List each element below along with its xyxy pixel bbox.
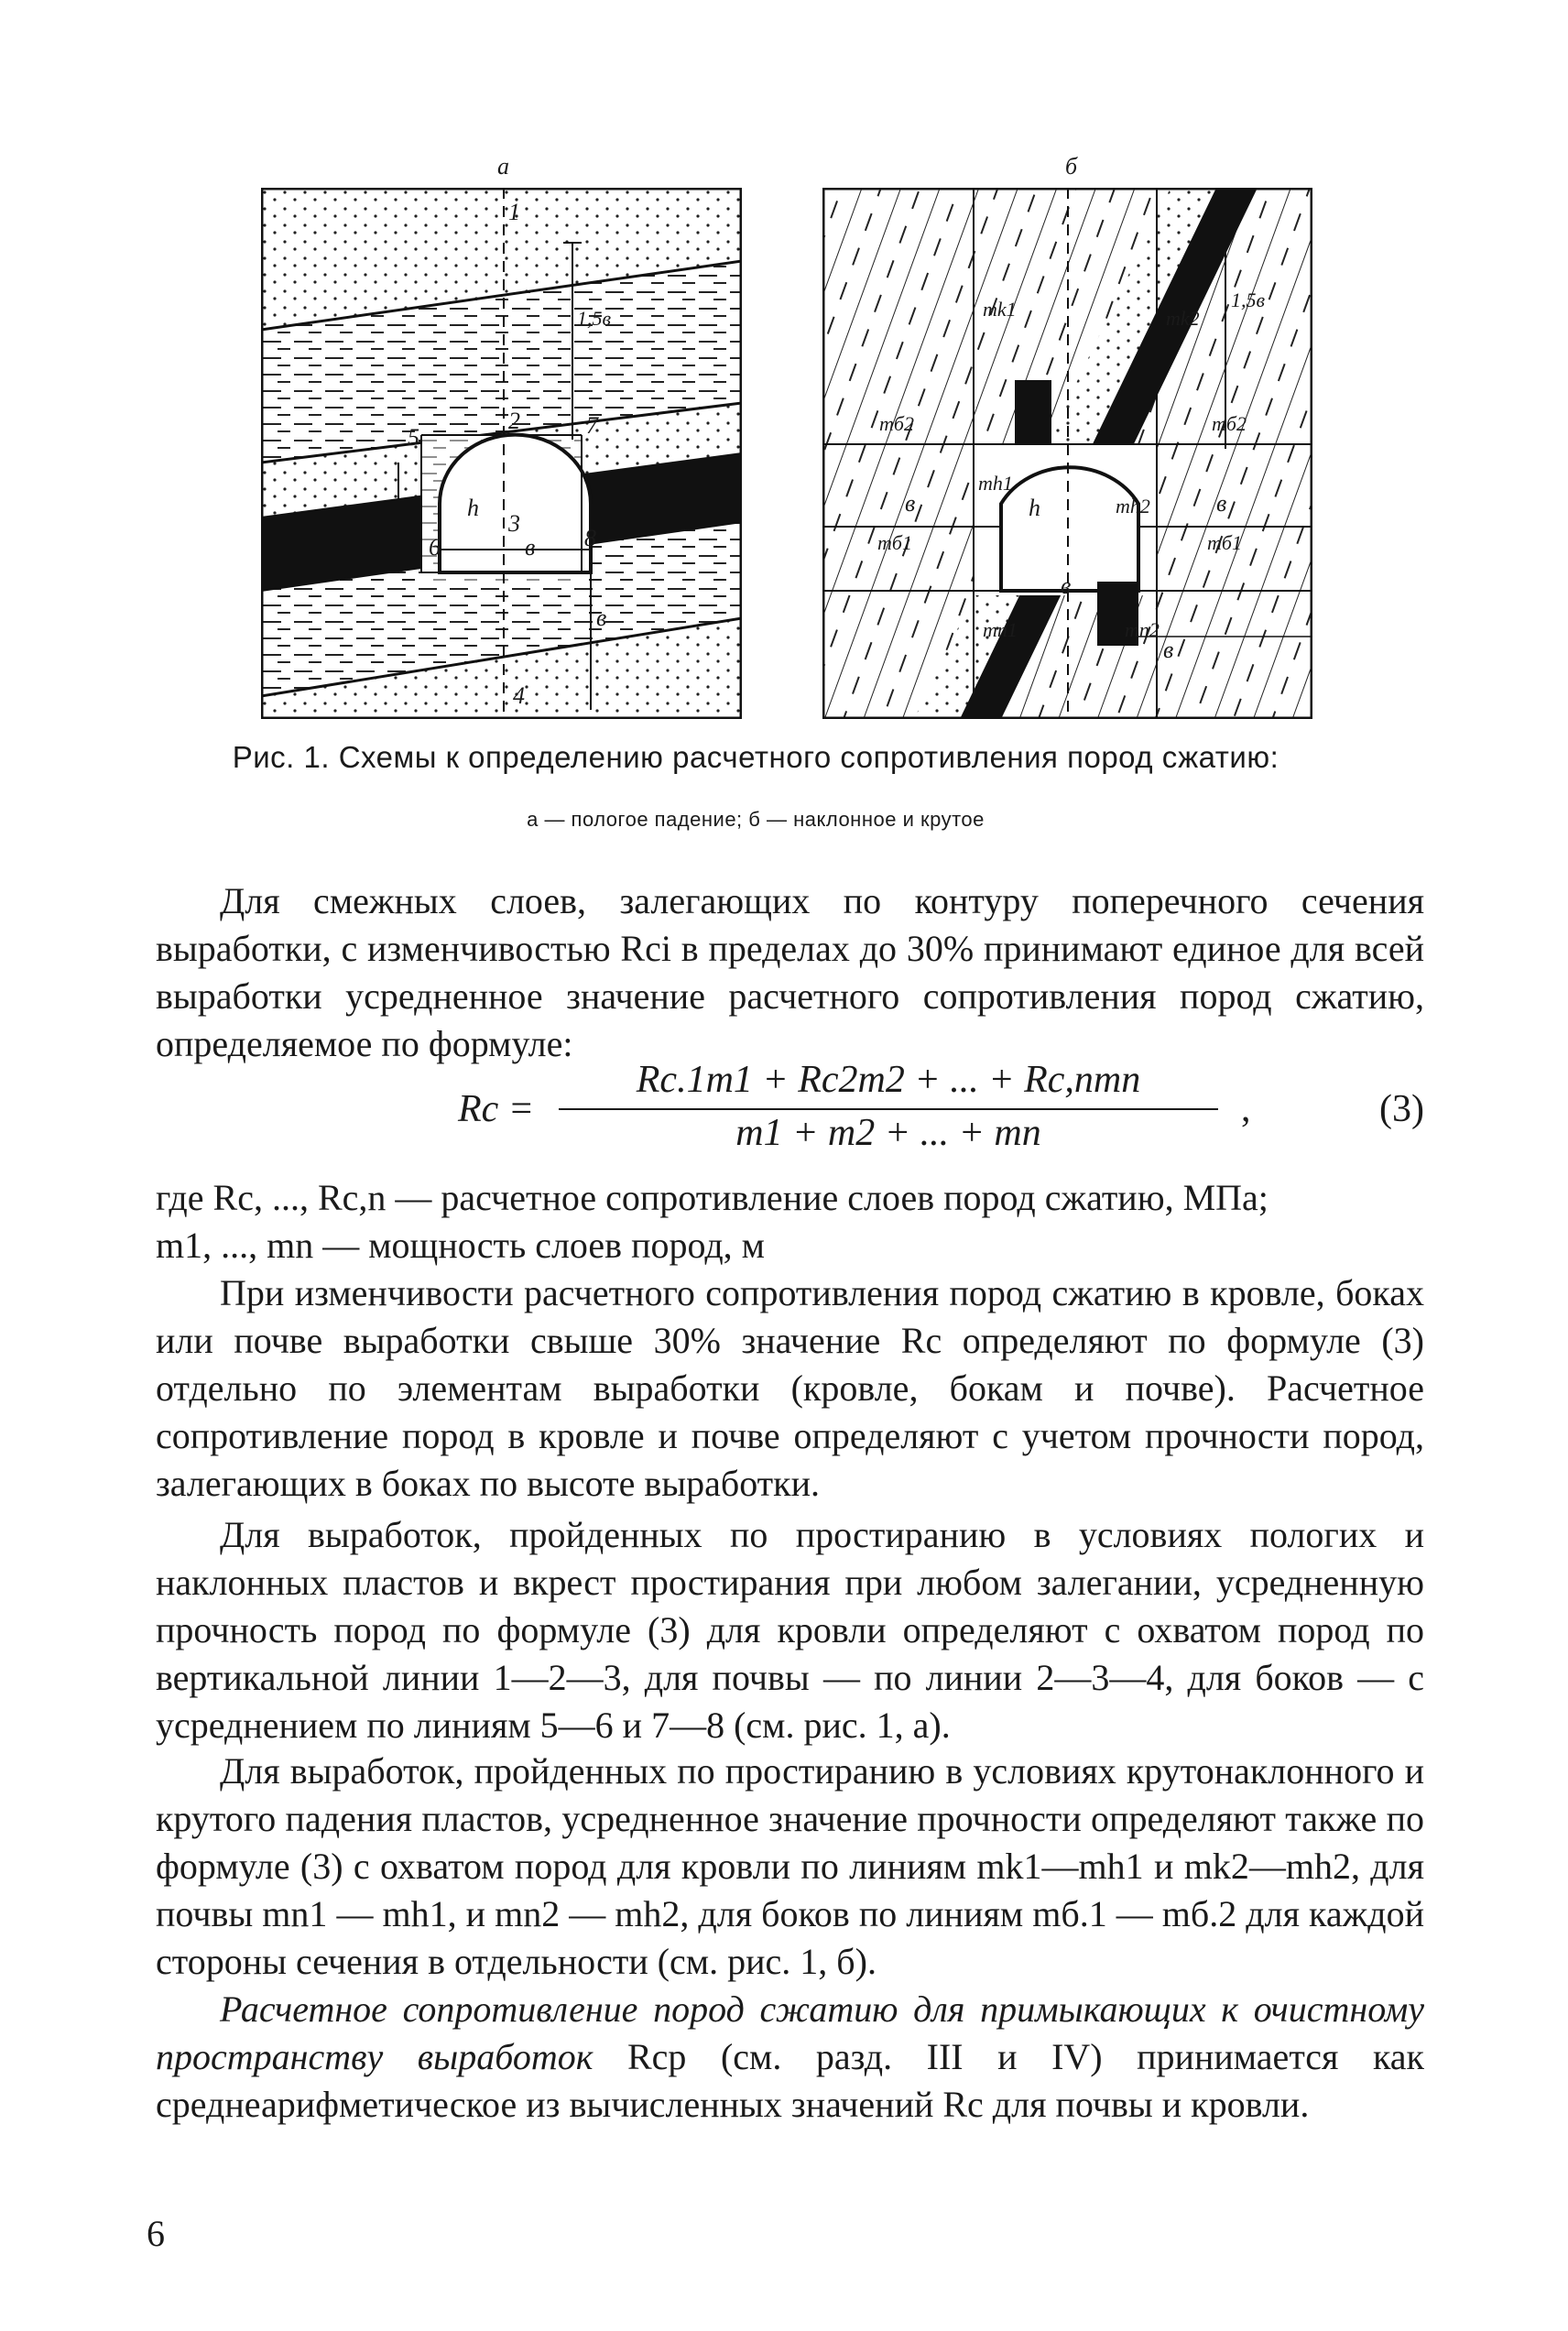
figure-subcaption: а — пологое падение; б — наклонное и крутое: [527, 808, 985, 831]
label-b-mk1: mk1: [983, 298, 1017, 321]
paragraph-1: Для смежных слоев, залегающих по контуру поперечного сечения выработки, с изменчивостью Rci в пределах до 30% принимают единое для всей выработки усредненное значение расчетного сопротивления пород сжатию, определяемое по формуле:: [156, 880, 1424, 1064]
paragraph-5-rest: Rср (см. разд. III и IV) принимается как среднеарифметическое из вычисленных значений Rc для почвы и кровли.: [156, 2036, 1424, 2125]
figure-panel-b: [822, 153, 1312, 719]
label-a-5: 5: [408, 424, 419, 451]
paragraph-2: При изменчивости расчетного сопротивления пород сжатию в кровле, боках или почве выработки свыше 30% значение Rc определяют по формуле (3) отдельно по элементам выработки (кровле, бокам и почве). Расчетное сопротивление пород в кровле и почве определяют с учетом прочности пород, залегающих в боках по высоте выработки.: [156, 1272, 1424, 1504]
paragraph-3: Для выработок, пройденных по простиранию в условиях пологих и наклонных пластов и вкрест простирания при любом залегании, усредненную прочность пород по формуле (3) для кровли определяют с охватом пород по вертикальной линии 1—2—3, для почвы — по линии 2—3—4, для боков — с усреднением по линиям 5—6 и 7—8 (см. рис. 1, а).: [156, 1514, 1424, 1746]
paragraph-4-block: [156, 1748, 1424, 1986]
where-line-1: где Rc, ..., Rc,n — расчетное сопротивление слоев пород сжатию, МПа;: [156, 1177, 1269, 1218]
label-b-mb1-left: mб1: [877, 531, 912, 554]
label-b-mh1: mh1: [978, 472, 1013, 495]
label-a-6: 6: [429, 534, 441, 561]
label-b-mn2: mn2: [1125, 618, 1160, 641]
paragraph-4: Для выработок, пройденных по простиранию в условиях крутонаклонного и крутого падения пластов, усредненное значение прочности определяют также по формуле (3) с охватом пород для кровли по линиям mk1—mh1 и mk2—mh2, для почвы mn1 — mh1, и mn2 — mh2, для боков по линиям mб.1 — mб.2 для каждой стороны сечения в отдельности (см. рис. 1, б).: [156, 1750, 1424, 1982]
where-block: [156, 1174, 1424, 1269]
label-b-mb2-left: mб2: [879, 412, 914, 435]
panel-b-drawing: [822, 188, 1312, 719]
formula-lhs: Rc =: [458, 1088, 535, 1130]
paragraph-1-block: [156, 877, 1424, 1068]
paragraph-5: [156, 1986, 1424, 2129]
label-b-mh2: mh2: [1116, 495, 1150, 517]
formula-number: (3): [1379, 1088, 1424, 1130]
formula-3: [156, 1058, 1424, 1159]
label-b-b-low: в: [1163, 637, 1174, 663]
where-line-2: m1, ..., mn — мощность слоев пород, м: [156, 1225, 765, 1266]
formula-denominator: m1 + m2 + ... + mn: [735, 1112, 1041, 1154]
figure-panel-a: [261, 153, 742, 719]
page-number: 6: [147, 2213, 165, 2254]
label-b-mn1: mn1: [983, 618, 1018, 641]
figure-caption: Рис. 1. Схемы к определению расчетного сопротивления пород сжатию:: [232, 740, 1279, 774]
formula-comma: ,: [1241, 1088, 1251, 1130]
label-a-1: 1: [508, 199, 520, 225]
label-b-mk2: mk2: [1166, 307, 1200, 330]
label-b-mb2-right: mб2: [1212, 412, 1247, 435]
label-b-b15: 1,5в: [1231, 289, 1266, 311]
label-a-b-low: в: [596, 605, 607, 631]
label-b-h: h: [1029, 495, 1040, 521]
panel-a-drawing: [261, 188, 742, 719]
panel-b-letter: б: [1065, 153, 1078, 180]
label-a-8: 8: [584, 525, 596, 551]
label-b-mb1-right: mб1: [1207, 531, 1242, 554]
paragraph-3-block: [156, 1511, 1424, 1749]
label-b-b-right: в: [1216, 490, 1227, 517]
label-a-b15: 1,5в: [577, 307, 612, 330]
label-b-b-bottom: в: [1061, 572, 1072, 599]
label-a-7: 7: [586, 412, 598, 439]
panel-a-letter: а: [497, 153, 509, 180]
label-b-b-left: в: [905, 490, 916, 517]
label-a-3: 3: [508, 510, 520, 537]
paragraph-5-block: [156, 1986, 1424, 2129]
label-a-b: в: [525, 534, 536, 561]
label-a-4: 4: [513, 682, 525, 709]
paragraph-5-italic: Расчетное сопротивление пород сжатию для примыкающих к очистному пространству выработок: [156, 1988, 1424, 2077]
paragraph-2-block: [156, 1269, 1424, 1508]
formula-numerator: Rc.1m1 + Rc2m2 + ... + Rc,nmn: [636, 1059, 1141, 1101]
label-a-h: h: [467, 495, 479, 521]
label-a-2: 2: [508, 408, 520, 434]
formula-fraction-bar: [559, 1108, 1218, 1110]
